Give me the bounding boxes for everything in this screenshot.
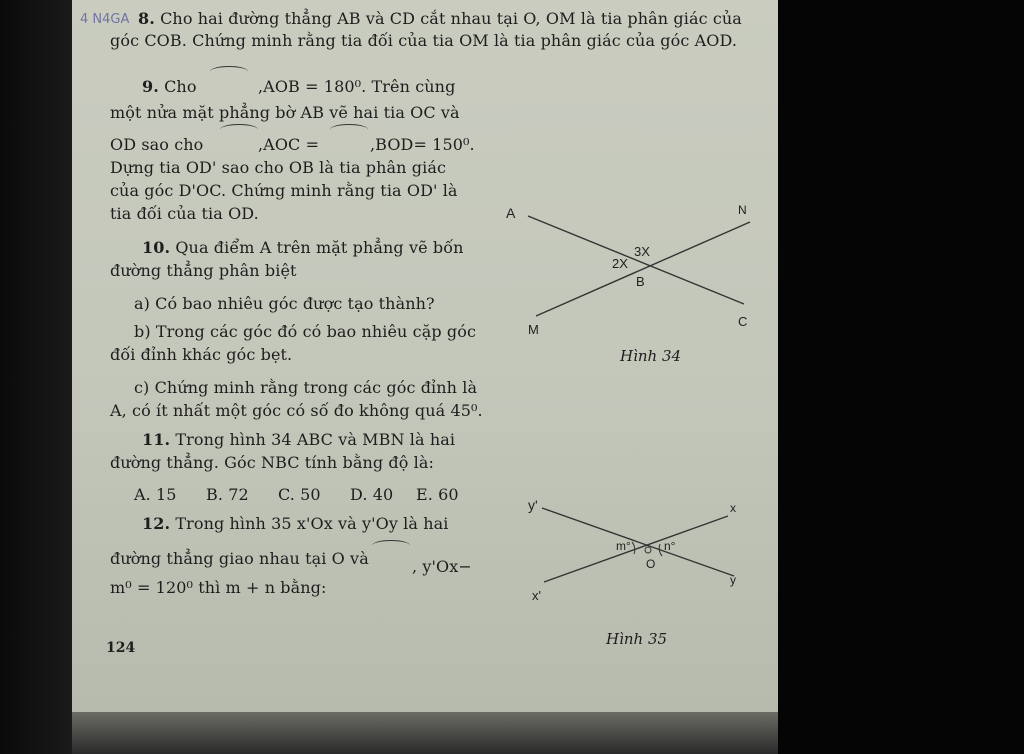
- label-B: B: [636, 274, 645, 289]
- label-x-prime: x': [532, 588, 541, 603]
- textbook-page: [72, 0, 778, 712]
- angle-arc: [220, 124, 258, 135]
- problem-11-line-2: đường thẳng. Góc NBC tính bằng độ là:: [110, 453, 435, 472]
- problem-11-line-1: [142, 430, 455, 450]
- problem-10-number: 10.: [142, 238, 171, 257]
- problem-10-text-1: Qua điểm A trên mặt phẳng vẽ bốn: [175, 238, 464, 257]
- label-C: C: [738, 314, 748, 329]
- answer-option-d: D. 40: [350, 485, 394, 504]
- label-M: M: [528, 322, 539, 337]
- angle-m-arc: [632, 542, 635, 554]
- label-x: x: [730, 501, 736, 515]
- figure-35-diagram: [520, 492, 760, 612]
- problem-10-line-1: [142, 238, 464, 258]
- line-mbn: [536, 222, 750, 316]
- problem-9-line-1: [142, 77, 197, 97]
- angle-arc: [210, 66, 248, 77]
- page-number: 124: [106, 640, 136, 656]
- label-y: y: [730, 573, 736, 587]
- label-A: A: [506, 205, 516, 221]
- problem-10-part-a: a) Có bao nhiêu góc được tạo thành?: [134, 294, 435, 313]
- problem-10-part-c-2: A, có ít nhất một góc có số đo không quá 45⁰.: [110, 401, 483, 420]
- problem-9-number: 9.: [142, 77, 159, 96]
- figure-34-caption: Hình 34: [620, 347, 682, 365]
- problem-12-line-1: [142, 514, 448, 534]
- angle-arc: [372, 540, 410, 551]
- problem-9-line-2: một nửa mặt phẳng bờ AB vẽ hai tia OC và: [110, 103, 460, 122]
- angle-arc: [330, 124, 368, 135]
- problem-9-text-3a: OD sao cho: [110, 135, 204, 154]
- label-3x: 3X: [634, 244, 650, 259]
- answer-option-a: A. 15: [134, 485, 177, 504]
- label-N: N: [738, 203, 747, 217]
- line-abc: [528, 216, 744, 304]
- problem-11-text-1: Trong hình 34 ABC và MBN là hai: [175, 430, 456, 449]
- problem-11-number: 11.: [142, 430, 171, 449]
- line-xx: [544, 516, 728, 582]
- label-m: m°: [616, 539, 631, 553]
- answer-option-e: E. 60: [416, 485, 459, 504]
- problem-12-line-2a: đường thẳng giao nhau tại O và: [110, 549, 369, 568]
- problem-10-part-b-2: đối đỉnh khác góc bẹt.: [110, 345, 293, 364]
- label-O: O: [646, 557, 656, 571]
- problem-9-line-4: Dựng tia OD' sao cho OB là tia phân giác: [110, 158, 447, 177]
- problem-9-text-1a: Cho: [164, 77, 197, 96]
- figure-34-diagram: [500, 196, 760, 346]
- problem-12-line-3: m⁰ = 120⁰ thì m + n bằng:: [110, 578, 327, 597]
- problem-10-part-b-1: b) Trong các góc đó có bao nhiêu cặp góc: [134, 322, 477, 341]
- answer-option-b: B. 72: [206, 485, 249, 504]
- problem-9-text-1b: ,AOB = 180⁰. Trên cùng: [258, 77, 456, 96]
- problem-12-text-2b: , y'Ox−: [412, 557, 472, 576]
- problem-8-number: 8.: [138, 9, 155, 28]
- problem-9-line-6: tia đối của tia OD.: [110, 204, 259, 223]
- problem-10-part-c-1: c) Chứng minh rằng trong các góc đỉnh là: [134, 378, 478, 397]
- label-n: n°: [664, 539, 676, 553]
- book-spine-shadow: [0, 0, 72, 754]
- problem-9-text-3b: ,AOC =: [258, 135, 320, 154]
- page-bottom-edge: [72, 712, 778, 754]
- problem-9-text-3c: ,BOD= 150⁰.: [370, 135, 475, 154]
- answer-option-c: C. 50: [278, 485, 321, 504]
- point-O: [645, 547, 651, 553]
- handwritten-note: 4 N4GA: [80, 12, 130, 27]
- figure-35-caption: Hình 35: [606, 630, 668, 648]
- label-2x: 2X: [612, 256, 628, 271]
- problem-8-text-1: Cho hai đường thẳng AB và CD cắt nhau tại O, OM là tia phân giác của: [160, 9, 742, 28]
- problem-12-text-1: Trong hình 35 x'Ox và y'Oy là hai: [175, 514, 449, 533]
- line-yy: [542, 508, 734, 576]
- problem-10-line-2: đường thẳng phân biệt: [110, 261, 297, 280]
- problem-8-line-2: góc COB. Chứng minh rằng tia đối của tia OM là tia phân giác của góc AOD.: [110, 31, 738, 50]
- problem-8-line-1: [138, 9, 742, 29]
- label-y-prime: y': [528, 497, 538, 513]
- problem-9-line-5: của góc D'OC. Chứng minh rằng tia OD' là: [110, 181, 458, 200]
- problem-12-number: 12.: [142, 514, 171, 533]
